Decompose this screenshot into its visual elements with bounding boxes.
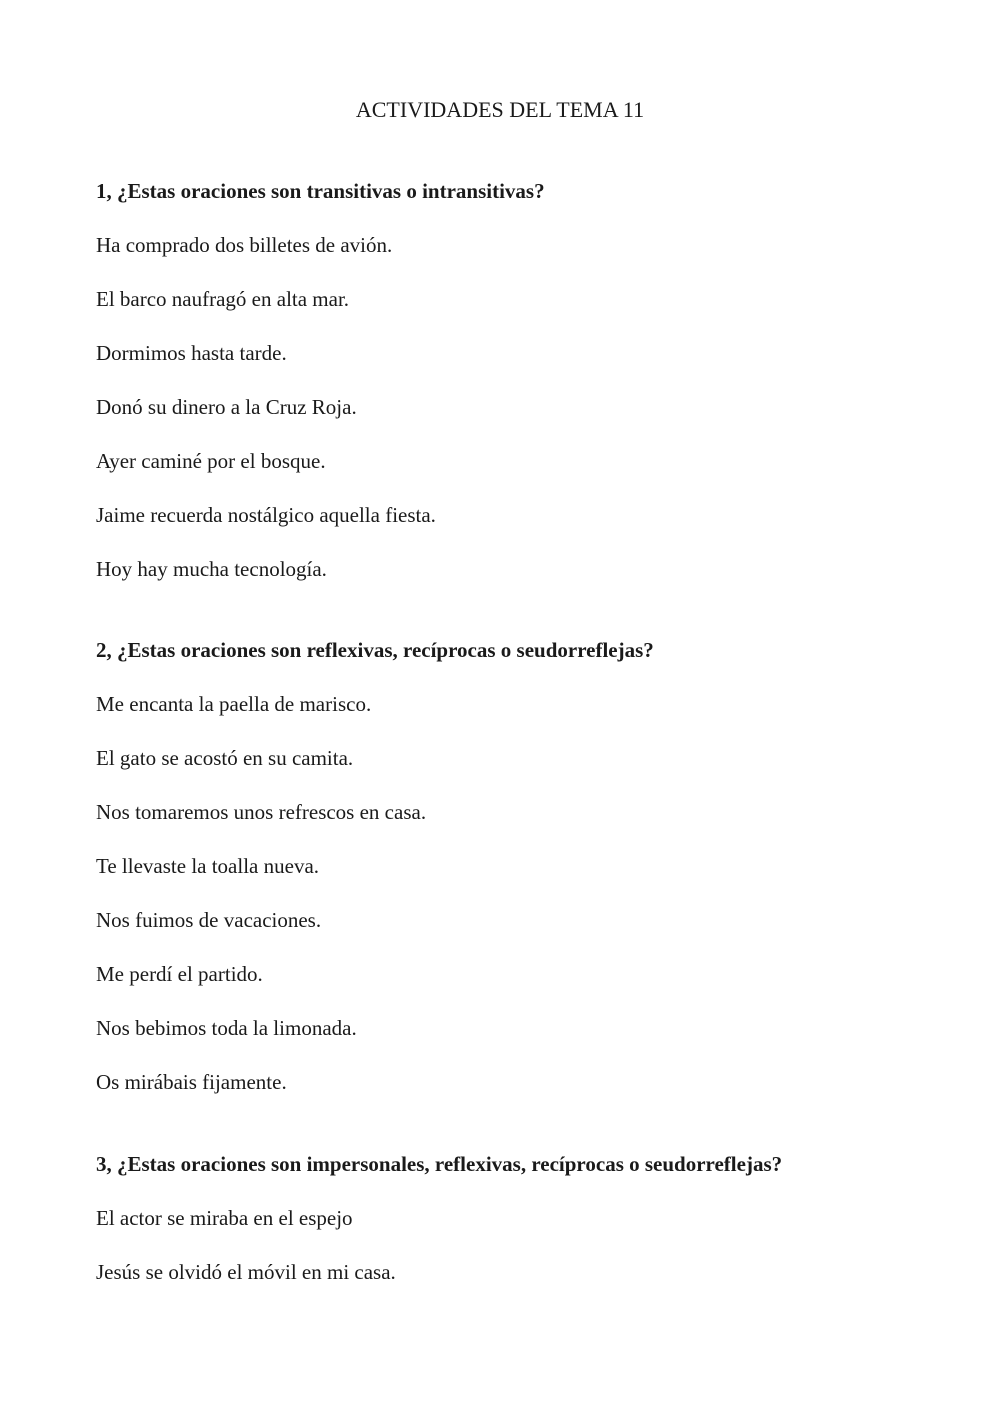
exercise-sentence: Os mirábais fijamente.: [96, 1070, 287, 1094]
exercise-sentence: Ha comprado dos billetes de avión.: [96, 233, 393, 257]
exercise-sentence: El gato se acostó en su camita.: [96, 746, 354, 770]
exercise-sentence: Jesús se olvidó el móvil en mi casa.: [96, 1260, 396, 1284]
exercise-section-2: [96, 636, 956, 1122]
exercise-section-3: [96, 1150, 956, 1312]
exercise-sentence: El barco naufragó en alta mar.: [96, 287, 350, 311]
exercise-sentence: Jaime recuerda nostálgico aquella fiesta.: [96, 503, 436, 527]
exercise-sentence: Te llevaste la toalla nueva.: [96, 854, 320, 878]
exercise-sentence: Nos bebimos toda la limonada.: [96, 1016, 357, 1040]
exercise-heading: 1, ¿Estas oraciones son transitivas o intransitivas?: [96, 179, 545, 203]
exercise-sentence: Me perdí el partido.: [96, 962, 263, 986]
exercise-sentence: Donó su dinero a la Cruz Roja.: [96, 395, 357, 419]
exercise-heading: 3, ¿Estas oraciones son impersonales, reflexivas, recíprocas o seudorreflejas?: [96, 1152, 783, 1176]
page-title: ACTIVIDADES DEL TEMA 11: [355, 97, 645, 122]
exercise-sentence: Me encanta la paella de marisco.: [96, 692, 372, 716]
exercise-sentence: Hoy hay mucha tecnología.: [96, 557, 327, 581]
exercise-sentence: Nos fuimos de vacaciones.: [96, 908, 322, 932]
exercise-sentence: Nos tomaremos unos refrescos en casa.: [96, 800, 427, 824]
exercise-sentence: Ayer caminé por el bosque.: [96, 449, 326, 473]
exercise-sentence: Dormimos hasta tarde.: [96, 341, 287, 365]
exercise-heading: 2, ¿Estas oraciones son reflexivas, recíprocas o seudorreflejas?: [96, 638, 654, 662]
exercise-sentence: El actor se miraba en el espejo: [96, 1206, 353, 1230]
exercise-section-1: [96, 177, 956, 609]
